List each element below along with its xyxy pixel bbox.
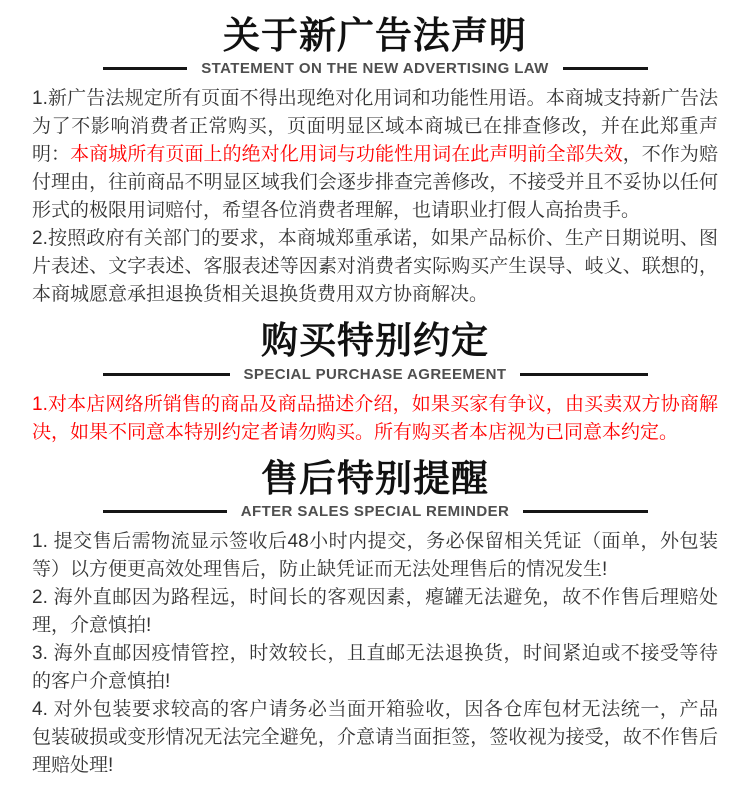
divider-line-left [103, 373, 230, 376]
divider-line-right [563, 67, 648, 70]
section-body-purchase-agreement [32, 391, 718, 447]
section-subtitle-row-advertising-law [103, 60, 648, 77]
section-subtitle-after-sales: AFTER SALES SPECIAL REMINDER [240, 503, 510, 521]
text-run: 2. 海外直邮因为路程远，时间长的客观因素，瘪罐无法避免，故不作售后理赔处理，介意慎拍! [32, 587, 718, 637]
text-run: 1.新广告法规定所有页面不得出现绝对化用词和功能性用语。本商城支持新广告法为了不影响消费者正常购买，页面明显区域本商城已在排查修改，并在此郑重声明： [32, 88, 718, 166]
divider-line-left [103, 510, 227, 513]
text-run: 2.按照政府有关部门的要求，本商城郑重承诺，如果产品标价、生产日期说明、图片表述、文字表述、客服表述等因素对消费者实际购买产生误导、岐义、联想的，本商城愿意承担退换货相关退换货费用双方协商解决。 [32, 228, 718, 306]
section-subtitle-row-purchase-agreement [103, 366, 648, 383]
paragraph-ad-law-2 [32, 225, 718, 309]
paragraph-after-sales-1 [32, 528, 718, 584]
text-run: 4. 对外包装要求较高的客户请务必当面开箱验收，因各仓库包材无法统一，产品包装破损或变形情况无法完全避免，介意请当面拒签，签收视为接受，故不作售后理赔处理! [32, 699, 718, 777]
paragraph-after-sales-4 [32, 696, 718, 780]
section-title-after-sales: 售后特别提醒 [261, 457, 489, 499]
text-run-red-invalid-words: 本商城所有页面上的绝对化用词与功能性用词在此声明前全部失效 [70, 144, 623, 166]
text-run: ，不作为赔付理由，往前商品不明显区域我们会逐步排查完善修改，不接受并且不妥协以任何形式的极限用词赔付，希望各位消费者理解，也请职业打假人高抬贵手。 [32, 144, 718, 222]
paragraph-ad-law-1 [32, 85, 718, 225]
divider-line-right [520, 373, 647, 376]
paragraph-after-sales-2 [32, 584, 718, 640]
section-body-advertising-law [32, 85, 718, 309]
paragraph-after-sales-3 [32, 640, 718, 696]
divider-line-right [523, 510, 647, 513]
paragraph-purchase-agreement [32, 391, 718, 447]
text-run-red-agreement: 1.对本店网络所销售的商品及商品描述介绍，如果买家有争议，由买卖双方协商解决，如果不同意本特别约定者请勿购买。所有购买者本店视为已同意本约定。 [32, 393, 718, 443]
section-body-after-sales [32, 528, 718, 780]
divider-line-left [103, 67, 188, 70]
text-run: 3. 海外直邮因疫情管控，时效较长，且直邮无法退换货，时间紧迫或不接受等待的客户介意慎拍! [32, 643, 718, 693]
section-subtitle-purchase-agreement: SPECIAL PURCHASE AGREEMENT [243, 365, 507, 383]
text-run: 1. 提交售后需物流显示签收后48小时内提交，务必保留相关凭证（面单，外包装等）以方便更高效处理售后，防止缺凭证而无法处理售后的情况发生! [32, 531, 718, 581]
section-subtitle-row-after-sales [103, 503, 648, 520]
section-title-advertising-law: 关于新广告法声明 [223, 15, 527, 56]
section-subtitle-advertising-law: STATEMENT ON THE NEW ADVERTISING LAW [201, 60, 549, 78]
section-title-purchase-agreement: 购买特别约定 [261, 320, 489, 362]
